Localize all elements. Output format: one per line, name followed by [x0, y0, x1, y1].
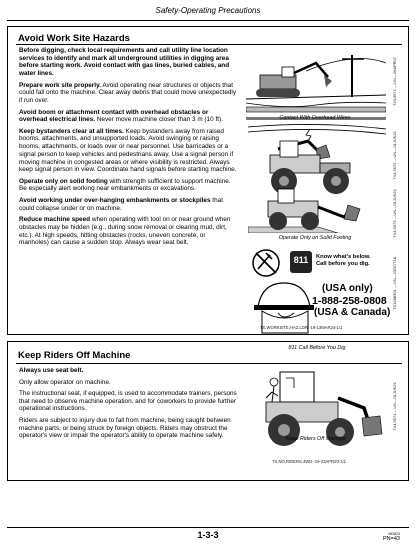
paragraph: Only allow operator on machine. — [19, 378, 111, 386]
paragraph: Always use seat belt. — [19, 367, 84, 374]
figure-code: T#4,9571 —UN—26APR07 — [392, 57, 397, 106]
figure-caption: Operate Only on Solid Footing — [278, 235, 352, 241]
solid-footing-illustration — [248, 187, 386, 233]
hotline-line: (USA & Canada) — [314, 307, 391, 318]
paragraph: Keep bystanders clear at all times. Keep bystanders away from raised booms, attachments, and unsupported loads. Avoid swinging or raising booms, attachments, or loads over or near personnel. Use barricades or a signal person to keep vehicles and pedestrians away. Use a signal person if moving machine in congested areas or where visibility is restricted. Always keep signal person in view. Coordinate hand signals before starting machine. — [19, 127, 237, 174]
page-code: 062823 PN=43 — [383, 532, 400, 542]
section-keep-riders-off — [7, 341, 409, 481]
title-rule — [16, 363, 402, 364]
paragraph: Before digging, check local requirements and call utility line location services to identify and mark all underground utilities in digging area before starting work. Avoid contact with gas lines, buried cables, and water lines. — [19, 47, 230, 78]
paragraph: The instructional seat, if equipped, is used to accommodate trainers, persons that need to observe machine operation, and for coworkers to provide further operational instructions. — [19, 390, 237, 413]
page-number: 1-3-3 — [197, 530, 219, 540]
section-code: TX,WORKSITE,HAZ,LDR -19-13MAR24-1/1 — [260, 325, 343, 330]
section-code: TX,NO,RIDERS,4WD -19-23APR20-1/1 — [272, 459, 347, 464]
figure-caption: Contact With Overhead Wires — [279, 115, 351, 121]
figure-caption: Keep Riders Off Machine — [285, 436, 347, 442]
paragraph: Avoid boom or attachment contact with overhead obstacles or overhead electrical lines. Never move machine closer than 3 m (10 ft). — [19, 108, 223, 124]
section-avoid-hazards — [7, 26, 409, 351]
page-header — [0, 0, 416, 21]
section-title: Avoid Work Site Hazards — [18, 33, 130, 44]
section-body — [19, 47, 237, 251]
paragraph: Riders are subject to injury due to fall from machine, being caught between machine parts, or being struck by foreign objects. Riders may obstruct the operator's view or impair the operator's ability to operate machine safely. — [19, 416, 231, 440]
paragraph: Avoid working under over-hanging embankments or stockpiles that could collapse under or on machine. — [19, 196, 223, 212]
figure-code: T#4,9573 —UN—01JUN21 — [392, 189, 397, 238]
figure-code: T#4,9571 —UN—01JUN21 — [392, 382, 397, 431]
hotline-line: (USA only) — [322, 283, 373, 294]
paragraph: Reduce machine speed when operating with tool on or near ground when obstacles may be hidden (e.g., during snow removal or clearing mud, dirt, etc.). At high speeds, hitting obstacles (rocks, uneven concrete, or manholes) can cause a sudden stop. Always wear seat belt. — [19, 216, 231, 247]
badge-811: 811 — [293, 255, 309, 265]
paragraph: Operate only on solid footing with strength sufficient to support machine. Be especially alert working near embankments or excavations. — [19, 177, 231, 193]
header-title: Safety-Operating Precautions — [155, 6, 261, 15]
hotline-text — [312, 283, 391, 319]
figure-caption: 811 Call Before You Dig — [288, 345, 346, 351]
section-title: Keep Riders Off Machine — [18, 350, 131, 361]
footer-rule — [7, 527, 409, 528]
title-rule — [16, 44, 402, 45]
figure-code: TX1288301 —UN—23OCT18 — [392, 257, 397, 310]
hotline-number: 1-888-258-0808 — [312, 295, 387, 307]
paragraph: Prepare work site properly. Avoid operating near structures or objects that could fall onto the machine. Clear away debris that could move unexpectedly if run over. — [19, 81, 237, 105]
figure-code: T#4,9572 —UN—01JUN21 — [392, 131, 397, 180]
section-body — [19, 367, 237, 444]
know-whats-below-text: Know what's below. Call before you dig. — [316, 254, 371, 267]
header-rule — [7, 20, 409, 21]
